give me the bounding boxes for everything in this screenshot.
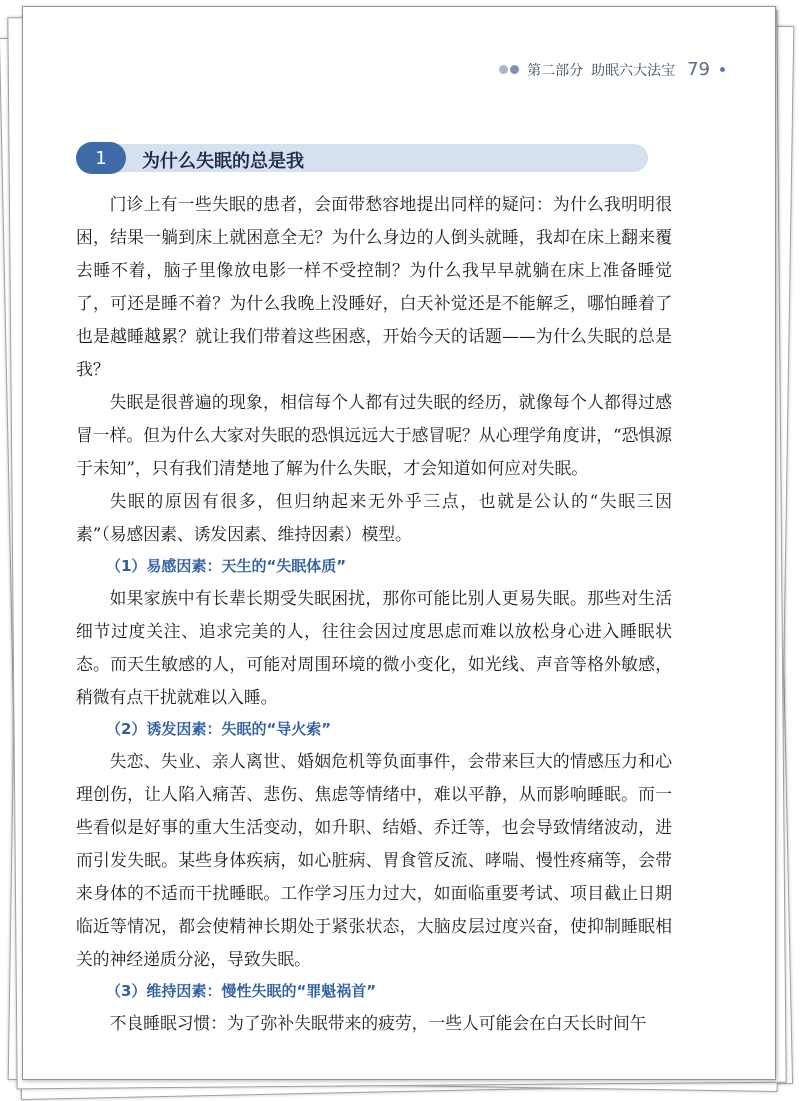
subheading-maintenance: （3）维持因素：慢性失眠的“罪魁祸首” <box>106 982 377 1000</box>
page-number: 79 <box>687 59 710 80</box>
section-title: 为什么失眠的总是我 <box>142 151 304 172</box>
paragraph: 不良睡眠习惯：为了弥补失眠带来的疲劳，一些人可能会在白天长时间午 <box>109 1013 647 1033</box>
subheading-susceptibility: （1）易感因素：天生的“失眠体质” <box>106 557 347 575</box>
paragraph: 如果家族中有长辈长期受失眠困扰，那你可能比别人更易失眠。那些对生活细节过度关注、追求完美的人，往往会因过度思虑而难以放松身心进入睡眠状态。而天生敏感的人，可能对周围环境的微小变化，如光线、声音等格外敏感，稍微有点干扰就难以入睡。 <box>76 588 672 707</box>
paragraph: 失恋、失业、亲人离世、婚姻危机等负面事件，会带来巨大的情感压力和心理创伤，让人陷入痛苦、悲伤、焦虑等情绪中，难以平静，从而影响睡眠。而一些看似是好事的重大生活变动，如升职、结婚、乔迁等，也会导致情绪波动，进而引发失眠。某些身体疾病，如心脏病、胃食管反流、哮喘、慢性疼痛等，会带来身体的不适而干扰睡眠。工作学习压力过大，如面临重要考试、项目截止日期临近等情况，都会使精神长期处于紧张状态，大脑皮层过度兴奋，使抑制睡眠相关的神经递质分泌，导致失眠。 <box>76 751 672 969</box>
paragraph: 失眠的原因有很多，但归纳起来无外乎三点，也就是公认的“失眠三因素”（易感因素、诱发因素、维持因素）模型。 <box>76 491 672 544</box>
header-dots-icon <box>499 65 519 74</box>
header-part: 第二部分 <box>527 62 584 79</box>
header-chapter: 助眠六大法宝 <box>591 62 676 79</box>
running-header <box>499 59 725 80</box>
subheading-trigger: （2）诱发因素：失眠的“导火索” <box>106 720 332 738</box>
paragraph: 门诊上有一些失眠的患者，会面带愁容地提出同样的疑问：为什么我明明很困，结果一躺到床上就困意全无？为什么身边的人倒头就睡，我却在床上翻来覆去睡不着，脑子里像放电影一样不受控制？为什么我早早就躺在床上准备睡觉了，可还是睡不着？为什么我晚上没睡好，白天补觉还是不能解乏，哪怕睡着了也是越睡越累？就让我们带着这些困惑，开始今天的话题——为什么失眠的总是我？ <box>76 194 672 379</box>
paragraph: 失眠是很普遍的现象，相信每个人都有过失眠的经历，就像每个人都得过感冒一样。但为什么大家对失眠的恐惧远远大于感冒呢？从心理学角度讲，“恐惧源于未知”，只有我们清楚地了解为什么失眠，才会知道如何应对失眠。 <box>76 392 672 478</box>
body-text <box>76 188 672 1040</box>
section-number-badge: 1 <box>76 142 126 174</box>
header-bullet-icon <box>720 67 725 72</box>
section-heading <box>76 142 648 174</box>
